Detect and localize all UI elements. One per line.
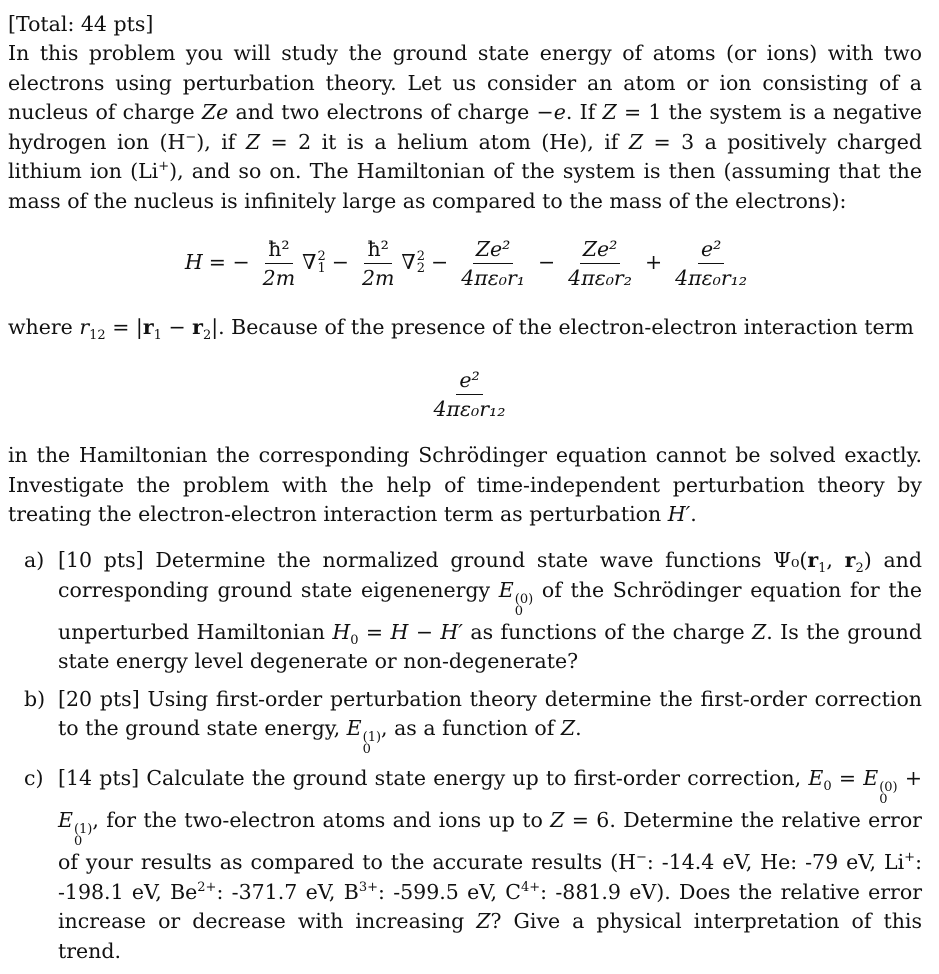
part-c: c) [14 pts] Calculate the ground state energy up to first-order correction, $E_0 = E$ (0) 0 + E (1) 0 , for the two-electron atoms and ions up to Z = 6. Determine the relative error of your results as compared to the accurate results (H−: -14.4 eV, He: -79 eV, Li+: -198.1 eV, $Be^{2+}$: -371.7 eV, $B^{3+}$: -599.5 eV, $C^{4+}$: -881.9 eV). Does the relative error increase or decrease with increasing Z? Give a physical interpretation of this trend. bbox=[24, 766, 922, 963]
kinetic-term-1: $\frac{\text{ħ²}}{2m}$ bbox=[262, 236, 296, 290]
hamiltonian-equation: H = − $\frac{\text{ħ²}}{2m}$ ∇ 2 1 − $\frac{\text{ħ²}}{2m}$ ∇ 2 2 − $\frac{\text{Ze²}}{\text{4πε₀r₁}}$ − $\frac{\text{Ze²}}{\text{4πε₀r₂}}$ + $\frac{\text{e²}}{\text{4πε₀r₁₂}}$ bbox=[0, 228, 939, 298]
interaction-term: $\frac{\text{e²}}{\text{4πε₀r₁₂}}$ bbox=[433, 367, 506, 421]
kinetic-term-2: $\frac{\text{ħ²}}{2m}$ bbox=[361, 236, 395, 290]
where-line: where $r_{12} = |r_1 - r_2|$. Because of the presence of the electron-electron interaction term bbox=[8, 315, 914, 344]
part-b: b) [20 pts] Using first-order perturbation theory determine the first-order correction to the ground state energy, E (1) 0 , as a function of Z. bbox=[24, 686, 922, 757]
question-list bbox=[24, 546, 922, 974]
part-a: a) [10 pts] Determine the normalized ground state wave functions $\Psi_0(r_1$, $r_2$) and corresponding ground state eigenenergy E (0) 0 of the Schrödinger equation for the unperturbed Hamiltonian $H_0 = H - H'$ as functions of the charge Z. Is the ground state energy level degenerate or non-degenerate? bbox=[24, 548, 923, 673]
perturbation-paragraph: in the Hamiltonian the corresponding Schrödinger equation cannot be solved exactly. Investigate the problem with the help of time-independent perturbation theory by treating the electron-electron interaction term as perturbation H′. bbox=[8, 443, 922, 526]
nuclear-attraction-1: $\frac{\text{Ze²}}{\text{4πε₀r₁}}$ bbox=[461, 236, 525, 290]
intro-paragraph: In this problem you will study the ground state energy of atoms (or ions) with two electrons using perturbation theory. Let us consider an atom or ion consisting of a nucleus of charge Ze and two electrons of charge −e. If Z = 1 the system is a negative hydrogen ion (H−), if Z = 2 it is a helium atom (He), if Z = 3 a positively charged lithium ion (Li+), and so on. The Hamiltonian of the system is then (assuming that the mass of the nucleus is infinitely large as compared to the mass of the electrons): bbox=[8, 41, 922, 213]
electron-repulsion: $\frac{\text{e²}}{\text{4πε₀r₁₂}}$ bbox=[675, 236, 748, 290]
total-points: [Total: 44 pts] bbox=[8, 12, 154, 36]
nuclear-attraction-2: $\frac{\text{Ze²}}{\text{4πε₀r₂}}$ bbox=[568, 236, 632, 290]
